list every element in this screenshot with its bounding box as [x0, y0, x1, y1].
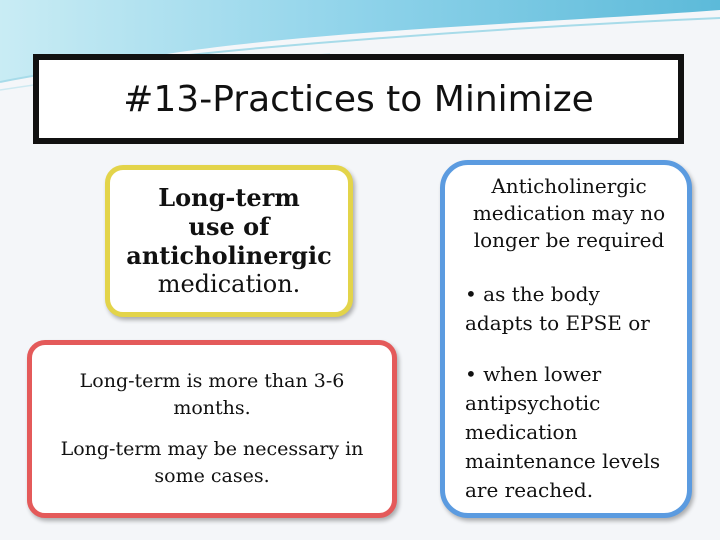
- yellow-line-3: anticholinergic: [126, 241, 332, 270]
- red-paragraph-2: Long-term may be necessary in some cases.: [60, 438, 364, 488]
- long-term-definition-box: [27, 340, 397, 518]
- yellow-line-1: Long-term: [158, 183, 300, 212]
- red-paragraph-1: Long-term is more than 3-6 months.: [79, 369, 345, 419]
- title-box: [33, 54, 684, 144]
- bullet-item-1: • as the body adapts to EPSE or: [465, 282, 650, 335]
- slide-title: #13-Practices to Minimize: [123, 78, 594, 120]
- yellow-line-4: medication.: [157, 270, 301, 298]
- yellow-line-2: use of: [188, 212, 270, 241]
- no-longer-required-box: [440, 160, 692, 518]
- blue-heading: Anticholinergic medication may no longer be required: [472, 174, 666, 252]
- long-term-use-box: [105, 165, 353, 317]
- bullet-item-2: • when lower antipsychotic medication maintenance levels are reached.: [465, 362, 661, 502]
